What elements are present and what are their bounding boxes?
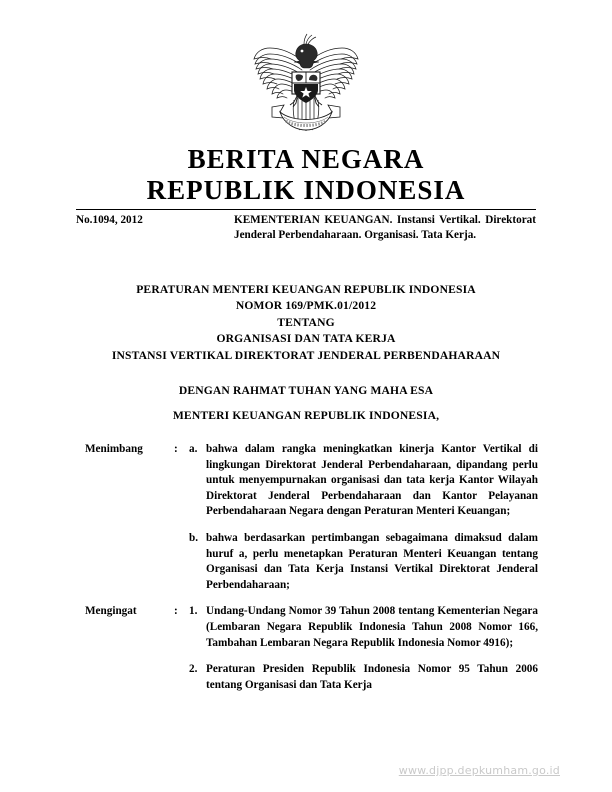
invocation-line-1: DENGAN RAHMAT TUHAN YANG MAHA ESA [178, 384, 434, 397]
item-text: bahwa dalam rangka meningkatkan kinerja Kantor Vertikal di lingkungan Direktorat Jenderal Perbendaharaan, dipandang perlu untuk menyempurnakan organisasi dan tata kerja Kantor Wilayah Direktorat Jenderal Perbendaharaan dan Kantor Pelayanan Perbendaharaan Negara dengan Peraturan Menteri Keuangan; [206, 443, 538, 518]
garuda-pancasila-emblem [250, 32, 362, 138]
item-marker: b. [189, 531, 199, 544]
clauses-section [76, 442, 538, 693]
clause-label-mengingat: Mengingat [85, 605, 137, 618]
gazette-meta [76, 213, 536, 242]
clause-colon-menimbang: : [174, 443, 178, 455]
item-marker: a. [189, 443, 198, 455]
item-marker: 2. [189, 663, 198, 676]
item-text: Undang-Undang Nomor 39 Tahun 2008 tentang Kementerian Negara (Lembaran Negara Republik Indonesia Tahun 2008 Nomor 166, Tambahan Lembaran Negara Republik Indonesia Nomor 4916); [206, 605, 538, 649]
masthead-line-1: BERITA NEGARA [187, 144, 425, 174]
masthead [0, 144, 612, 206]
clause-colon-mengingat: : [174, 605, 178, 618]
item-text: bahwa berdasarkan pertimbangan sebagaimana dimaksud dalam huruf a, perlu menetapkan Peraturan Menteri Keuangan tentang Organisasi dan Tata Kerja Instansi Vertikal Direktorat Jenderal Perbendaharaan; [206, 531, 538, 591]
regulation-subject-line-1: ORGANISASI DAN TATA KERJA [216, 332, 396, 346]
gazette-number: No.1094, 2012 [76, 214, 143, 226]
gazette-subject-keywords: KEMENTERIAN KEUANGAN. Instansi Vertikal. Direktorat Jenderal Perbendaharaan. Organisasi. Tata Kerja. [234, 214, 536, 241]
regulation-number: NOMOR 169/PMK.01/2012 [235, 299, 377, 313]
regulation-title-line-1: PERATURAN MENTERI KEUANGAN REPUBLIK INDONESIA [136, 283, 476, 296]
list-item [189, 531, 538, 593]
list-item [189, 604, 538, 651]
emblem-container [0, 32, 612, 138]
clause-items-menimbang [189, 442, 538, 593]
clause-menimbang [76, 442, 538, 593]
item-marker: 1. [189, 605, 198, 618]
masthead-line-2: REPUBLIK INDONESIA [146, 175, 466, 205]
list-item [189, 662, 538, 693]
regulation-about-label: TENTANG [277, 315, 335, 329]
invocation-block [76, 378, 536, 428]
clause-label-menimbang: Menimbang [85, 443, 143, 455]
regulation-subject-line-2: INSTANSI VERTIKAL DIREKTORAT JENDERAL PERBENDAHARAAN [111, 348, 501, 362]
list-item [189, 442, 538, 520]
regulation-title-block [76, 282, 536, 364]
invocation-line-2: MENTERI KEUANGAN REPUBLIK INDONESIA, [172, 409, 440, 422]
item-text: Peraturan Presiden Republik Indonesia Nomor 95 Tahun 2006 tentang Organisasi dan Tata Kerja [206, 663, 538, 691]
header-divider [76, 209, 536, 210]
clause-items-mengingat [189, 604, 538, 693]
clause-mengingat [76, 604, 538, 693]
footer-watermark-url: www.djpp.depkumham.go.id [398, 764, 560, 777]
